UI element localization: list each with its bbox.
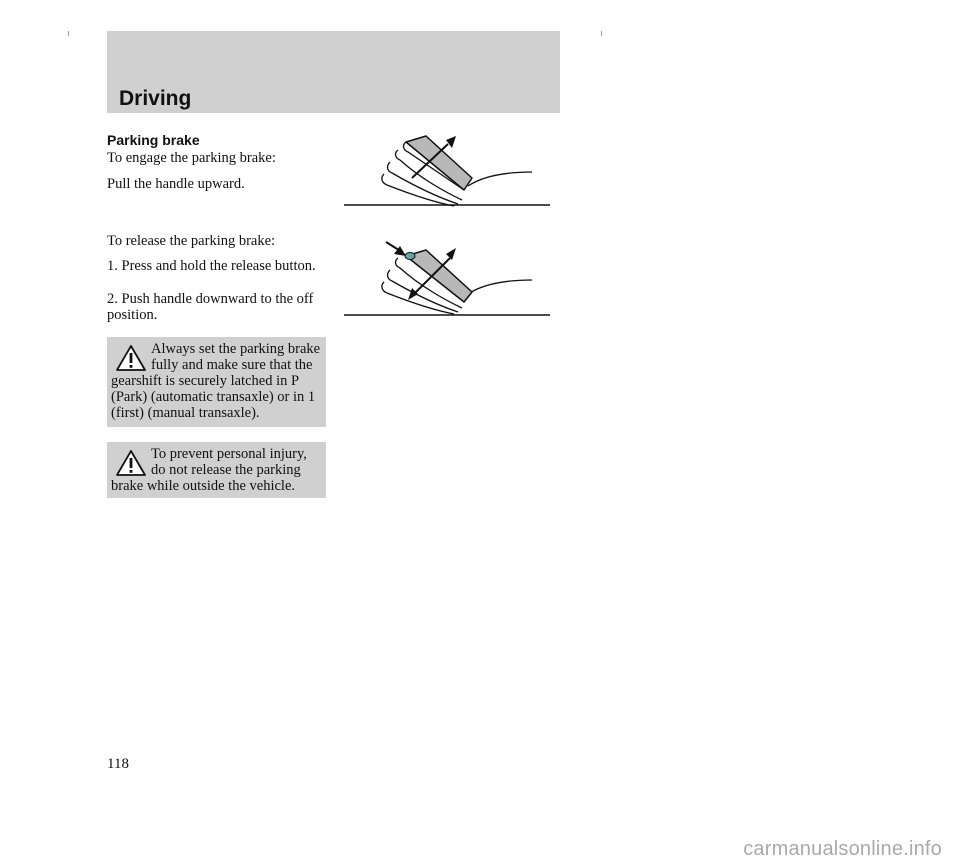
warning-triangle-icon bbox=[115, 448, 147, 478]
crop-mark bbox=[601, 31, 602, 36]
engage-intro: To engage the parking brake: bbox=[107, 150, 276, 166]
warning-box bbox=[107, 337, 326, 427]
release-intro: To release the parking brake: bbox=[107, 233, 276, 249]
engage-step: Pull the handle upward. bbox=[107, 176, 245, 192]
watermark: carmanualsonline.info bbox=[743, 838, 942, 860]
section-heading: Parking brake bbox=[107, 132, 200, 148]
header-title: Driving bbox=[119, 87, 192, 110]
warning-triangle-icon bbox=[115, 343, 147, 373]
warning-text: Always set the parking brake fully and make sure that the gearshift is securely latched in P (Park) (automatic transaxle) or in 1 (first) (manual transaxle). bbox=[111, 341, 321, 421]
warning-box bbox=[107, 442, 326, 498]
parking-brake-engage-illustration bbox=[340, 128, 552, 218]
release-step-1: 1. Press and hold the release button. bbox=[107, 258, 316, 274]
page-number: 118 bbox=[107, 756, 129, 772]
parking-brake-release-illustration bbox=[340, 236, 552, 326]
release-step-2: 2. Push handle downward to the off position. bbox=[107, 291, 314, 323]
crop-mark bbox=[68, 31, 69, 36]
section-header bbox=[107, 31, 560, 113]
warning-text: To prevent personal injury, do not release the parking brake while outside the vehicle. bbox=[111, 446, 307, 494]
